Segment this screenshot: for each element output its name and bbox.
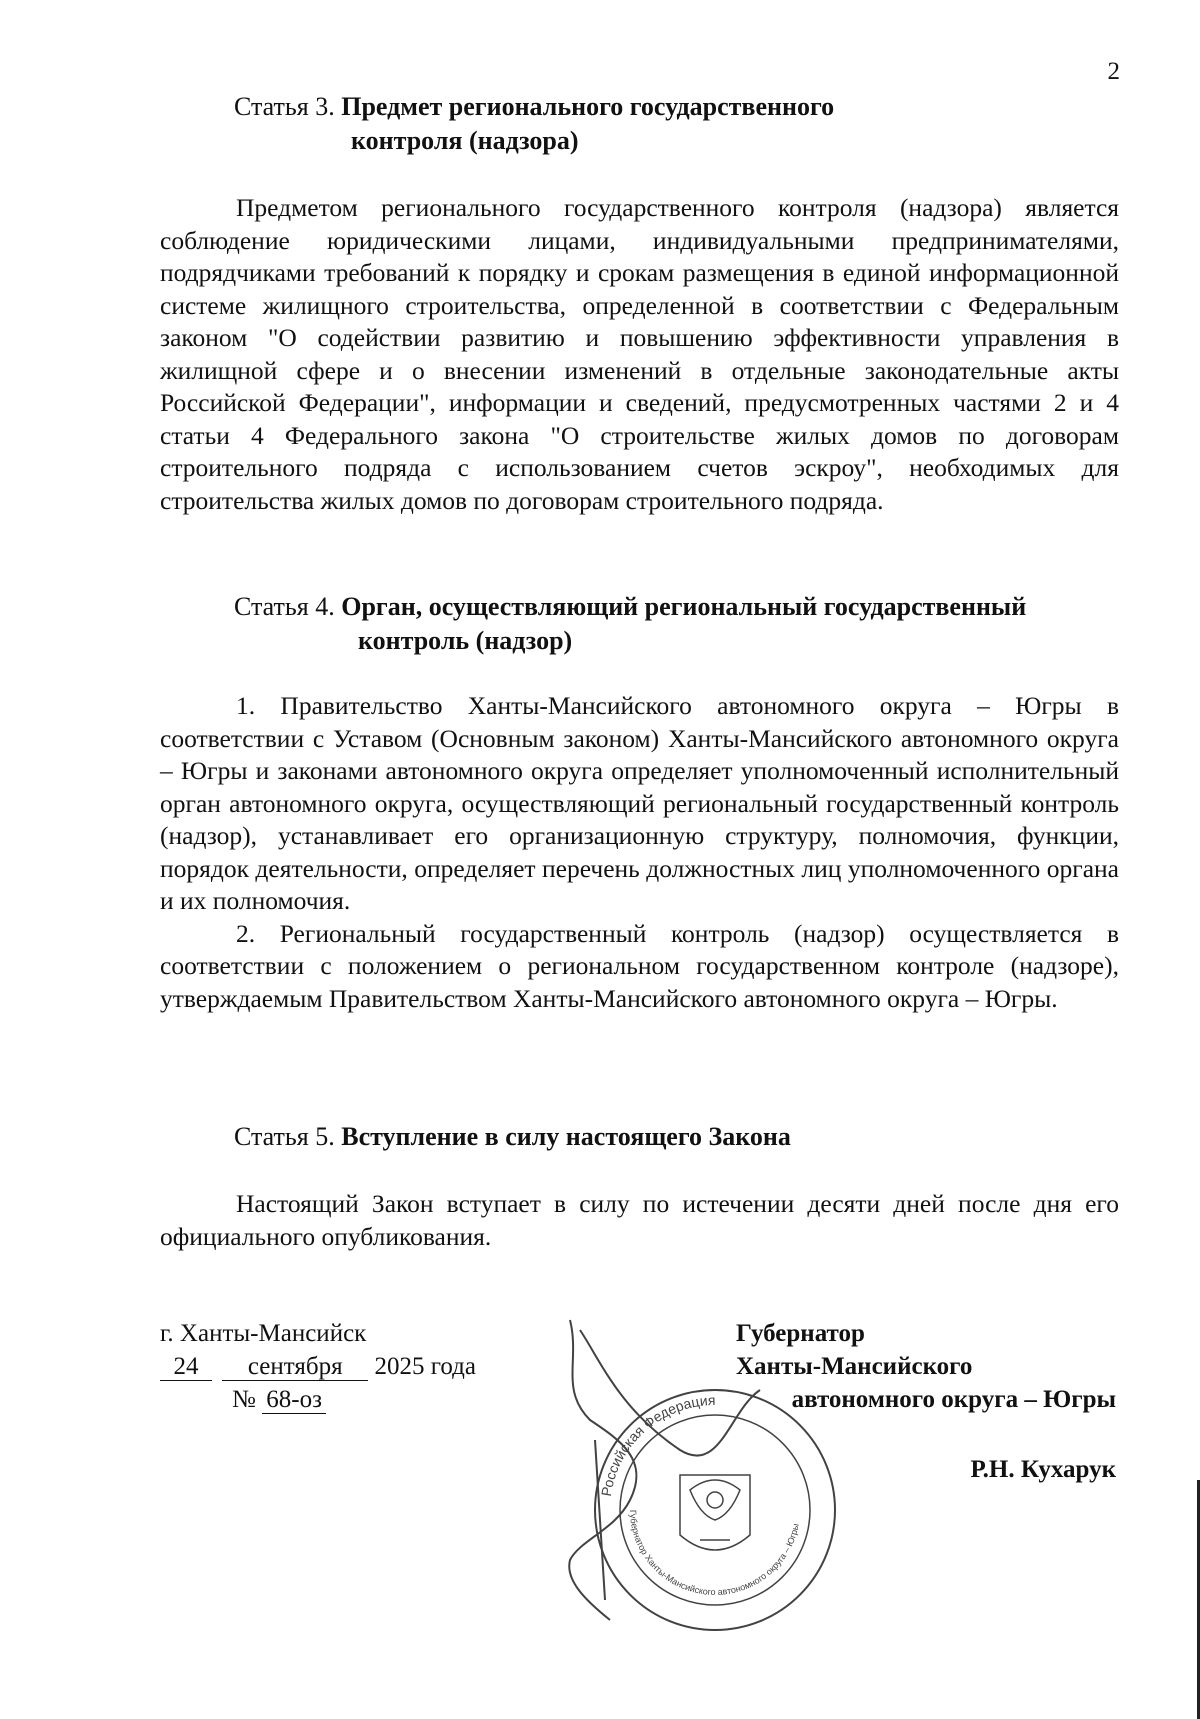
article-4-paragraph-2: 2. Региональный государственный контроль (надзор) осуществляется в соответствии с положением о региональном государственном контроле (надзоре), утверждаемым Правительством Ханты-Мансийского автономного округа – Югры. xyxy=(160,918,1119,1013)
article-3-label: Статья 3. xyxy=(234,92,335,121)
article-4-paragraph-1: 1. Правительство Ханты-Мансийского автономного округа – Югры в соответствии с Уставом (Основным законом) Ханты-Мансийского автономного округа – Югры и законами автономного округа определяет уполномоченный исполнительный орган автономного округа, осуществляющий региональный государственный контроль (надзор), устанавливает его организационную структуру, полномочия, функции, порядок деятельности, определяет перечень должностных лиц уполномоченного органа и их полномочия. xyxy=(160,691,1119,915)
signing-day: 24 xyxy=(160,1354,212,1381)
seal-stamp xyxy=(595,1390,835,1630)
article-3-paragraph-1: Предметом регионального государственного контроля (надзора) является соблюдение юридическими лицами, индивидуальными предпринимателями, подрядчиками требований к порядку и срокам размещения в единой информационной системе жилищного строительства, определенной в соответствии с Федеральным законом "О содействии развитию и повышению эффективности управления в жилищной сфере и о внесении изменений в отдельные законодательные акты Российской Федерации", информации и сведений, предусмотренных частями 2 и 4 статьи 4 Федерального закона "О строительстве жилых домов по договорам строительного подряда с использованием счетов эскроу", необходимых для строительства жилых домов по договорам строительного подряда. xyxy=(160,193,1119,515)
article-5-paragraph-1: Настоящий Закон вступает в силу по истечении десяти дней после дня его официального опубликования. xyxy=(160,1189,1119,1251)
page-number: 2 xyxy=(1107,58,1120,85)
article-5-label: Статья 5. xyxy=(234,1122,335,1151)
coat-of-arms-icon xyxy=(680,1475,750,1550)
official-seal-and-signature xyxy=(560,1300,840,1650)
article-3-title-line2: контроля (надзора) xyxy=(351,126,579,155)
article-3-body xyxy=(160,192,1119,517)
signing-month: сентября xyxy=(222,1354,368,1381)
governor-name: Р.Н. Кухарук xyxy=(970,1456,1116,1483)
article-4-heading xyxy=(160,590,1119,658)
svg-text:Российская Федерация xyxy=(598,1392,716,1497)
article-5-title: Вступление в силу настоящего Закона xyxy=(341,1122,791,1151)
law-number: 68-оз xyxy=(262,1387,326,1414)
signing-year: 2025 года xyxy=(374,1353,476,1380)
governor-title-line2: Ханты-Мансийского xyxy=(736,1353,973,1380)
signing-place: г. Ханты-Мансийск xyxy=(160,1320,367,1347)
governor-title-line1: Губернатор xyxy=(736,1320,865,1347)
governor-title-line3: автономного округа – Югры xyxy=(791,1386,1116,1413)
number-sign: № xyxy=(232,1386,256,1413)
article-4-title-line1: Орган, осуществляющий региональный государственный xyxy=(341,592,1027,621)
article-3-title-line1: Предмет регионального государственного xyxy=(341,92,835,121)
signing-date xyxy=(160,1351,476,1383)
seal-outer-text: Российская Федерация xyxy=(597,1391,716,1498)
article-5-heading xyxy=(160,1120,1119,1154)
article-3-heading xyxy=(160,90,1119,158)
article-4-title-line2: контроль (надзор) xyxy=(358,626,573,655)
article-4-body xyxy=(160,690,1119,1015)
seal-inner-text: Губернатор Ханты-Мансийского автономного округа – Югры xyxy=(627,1509,801,1598)
article-5-body xyxy=(160,1188,1119,1253)
article-4-label: Статья 4. xyxy=(234,592,335,621)
law-number-row xyxy=(232,1384,326,1416)
